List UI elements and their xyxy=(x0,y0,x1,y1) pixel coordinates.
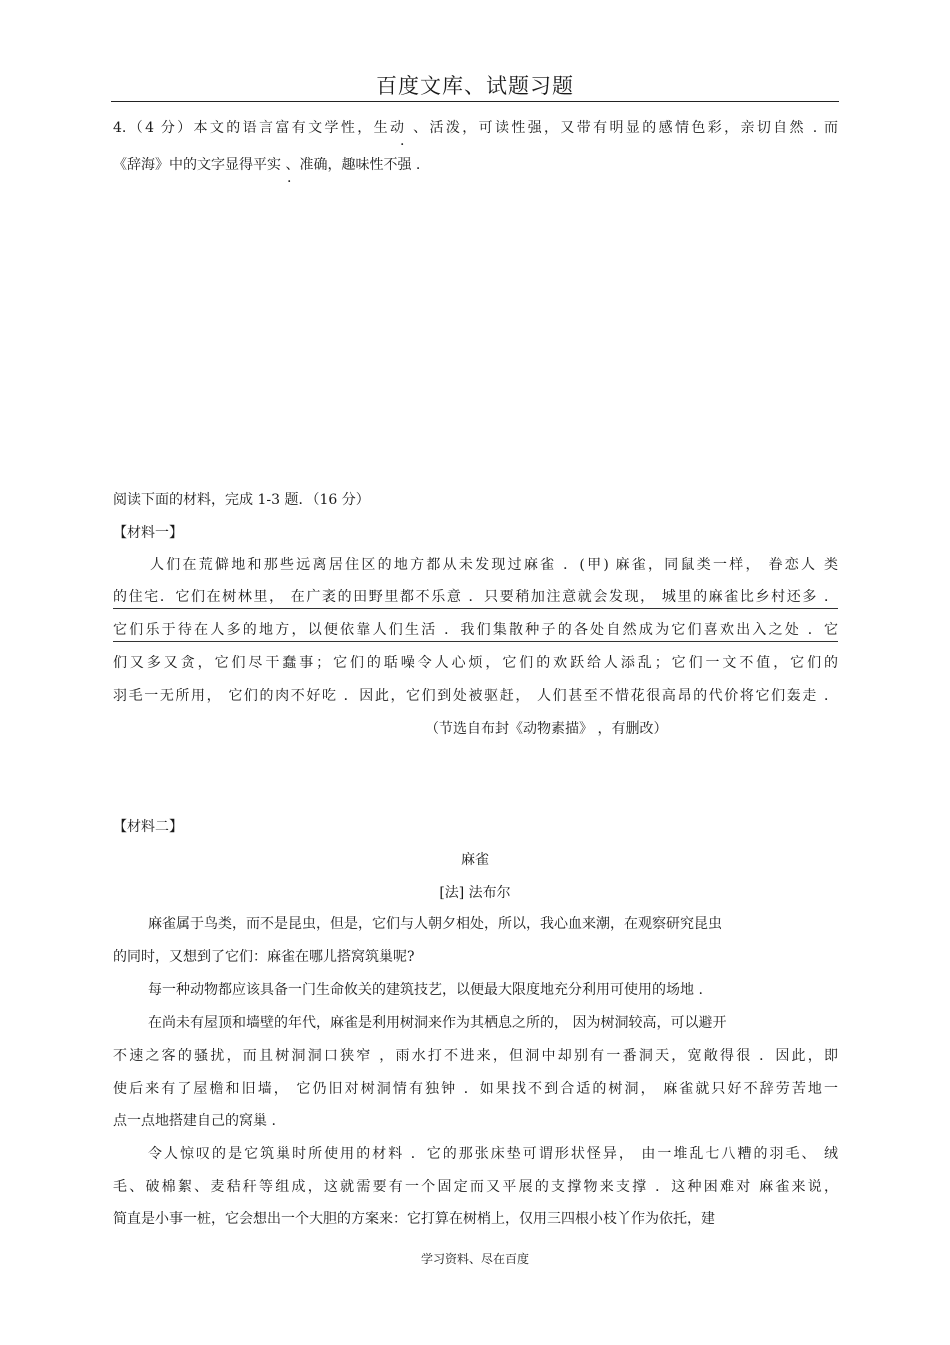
material-2-para-3-line-4: 点一点地搭建自己的窝巢 . xyxy=(113,1113,276,1129)
material-2-para-1-line-1: 麻雀属于鸟类，而不是昆虫，但是，它们与人朝夕相处，所以，我心血来潮，在观察研究昆虫 xyxy=(148,916,722,932)
material-2-author: [法] 法布尔 xyxy=(439,885,511,901)
reading-instructions: 阅读下面的材料，完成 1-3 题．（16 分） xyxy=(113,492,370,508)
question-4-line-2: 《辞海》中的文字显得平实 、准确，趣味性不强 . xyxy=(113,157,421,173)
material-2-para-3-line-3: 使后来有了屋檐和旧墙， 它仍旧对树洞情有独钟 ．如果找不到合适的树洞， 麻雀就只好不辞劳苦地一 xyxy=(113,1081,838,1097)
page-header-title: 百度文库、试题习题 xyxy=(376,74,574,98)
header-divider xyxy=(111,101,839,102)
material-2-para-1-line-2: 的同时，又想到了它们：麻雀在哪儿搭窝筑巢呢? xyxy=(113,949,415,965)
page-footer: 学习资料、尽在百度 xyxy=(420,1252,529,1266)
material-2-para-3-line-2: 不速之客的骚扰，而且树洞洞口狭窄 ，雨水打不进来，但洞中却别有一番洞天，宽敞得很 ．因此，即 xyxy=(113,1048,838,1064)
material-1-line-3: 它们乐于待在人多的地方，以便依靠人们生活 ．我们集散种子的各处自然成为它们喜欢出入之处 ．它 xyxy=(113,620,838,642)
material-2-para-2: 每一种动物都应该具备一门生命攸关的建筑技艺，以便最大限度地充分利用可使用的场地 . xyxy=(148,982,703,998)
material-2-title: 麻雀 xyxy=(461,852,489,868)
material-2-para-4-line-2: 毛、破棉絮、麦秸秆等组成，这就需要有一个固定而又平展的支撑物来支撑 ．这种困难对 麻雀来说， xyxy=(113,1179,838,1195)
material-1-line-1: 人们在荒僻地和那些远离居住区的地方都从未发现过麻雀 ．(甲) 麻雀，同鼠类一样， 眷恋人 类 xyxy=(150,557,838,573)
material-1-line-4: 们又多又贪，它们尽干蠢事；它们的聒噪令人心烦，它们的欢跃给人添乱；它们一文不值，它们的 xyxy=(113,655,838,671)
material-1-source: （节选自布封《动物素描》 ，有删改） xyxy=(425,721,668,737)
material-1-line-5: 羽毛一无所用， 它们的肉不好吃 ．因此，它们到处被驱赶， 人们甚至不惜花很高昂的代价将它们轰走 ． xyxy=(113,688,838,704)
material-1-line-2: 的住宅．它们在树林里， 在广袤的田野里都不乐意 ．只要稍加注意就会发现， 城里的麻雀比乡村还多 ． xyxy=(113,587,838,609)
emphasis-dot: · xyxy=(287,174,292,190)
emphasis-dot: · xyxy=(400,137,405,153)
material-2-para-4-line-3: 简直是小事一桩，它会想出一个大胆的方案来：它打算在树梢上，仅用三四根小枝丫作为依托，建 xyxy=(113,1211,715,1227)
material-2-para-3-line-1: 在尚未有屋顶和墙壁的年代，麻雀是利用树洞来作为其栖息之所的， 因为树洞较高，可以避开 xyxy=(148,1015,727,1031)
material-2-para-4-line-1: 令人惊叹的是它筑巢时所使用的材料 ．它的那张床垫可谓形状怪异， 由一堆乱七八糟的羽毛、 绒 xyxy=(148,1146,838,1162)
material-2-heading: 【材料二】 xyxy=(113,819,183,835)
question-4-line-1: 4.（4 分）本文的语言富有文学性，生动 、活泼，可读性强，又带有明显的感情色彩，亲切自然 . 而 xyxy=(113,120,838,136)
material-1-heading: 【材料一】 xyxy=(113,525,183,541)
